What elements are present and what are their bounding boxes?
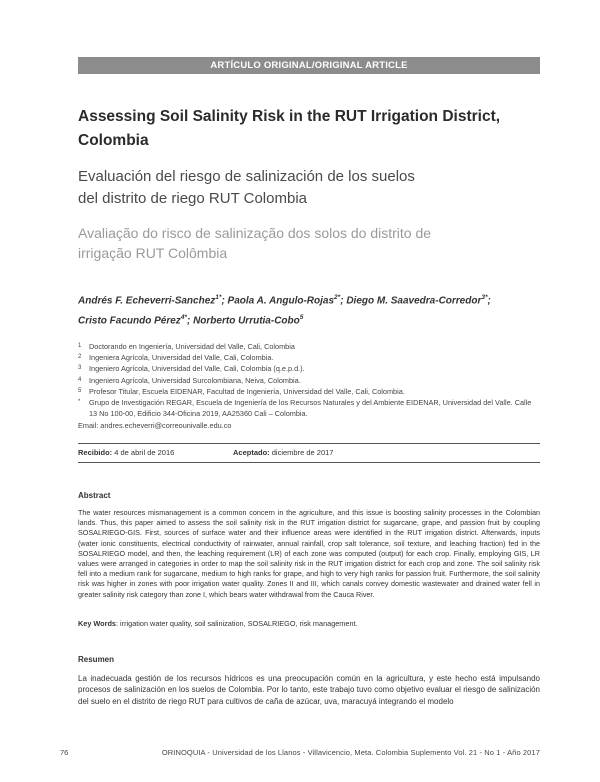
received-value: 4 de abril de 2016 xyxy=(112,448,175,457)
title-english: Assessing Soil Salinity Risk in the RUT Irrigation District, Colombia xyxy=(78,108,501,149)
affiliation-number: * xyxy=(78,399,81,406)
resumen-body: La inadecuada gestión de los recursos hídricos es una preocupación común en la agricultura, y este hecho está impulsando procesos de salinización en los suelos de Colombia. Por lo tanto, este trabajo tuvo como objetivo evaluar el riesgo de salinización del suelo en el distrito de riego RUT para cultivos de caña de azúcar, uva, maracuyá integrando el modelo xyxy=(78,674,540,706)
affiliation-item xyxy=(78,352,540,363)
affiliation-text: Ingeniero Agrícola, Universidad Surcolombiana, Neiva, Colombia. xyxy=(89,375,301,385)
affiliation-text: Profesor Titular, Escuela EIDENAR, Facultad de Ingeniería, Universidad del Valle, Cali, Colombia. xyxy=(89,386,405,396)
author-name: Diego M. Saavedra-Corredor xyxy=(346,295,482,307)
affiliation-text: Ingeniera Agrícola, Universidad del Valle, Cali, Colombia. xyxy=(89,353,274,363)
keywords-label: Key Words xyxy=(78,619,116,628)
abstract-heading: Abstract xyxy=(78,491,111,500)
author-affiliation-mark: 5 xyxy=(299,314,304,322)
divider-bottom xyxy=(78,462,540,463)
page-number: 76 xyxy=(60,748,69,757)
author-name: Andrés F. Echeverri-Sanchez xyxy=(78,295,216,307)
affiliation-number: 2 xyxy=(78,354,82,361)
affiliation-text: Grupo de Investigación REGAR, Escuela de Ingeniería de los Recursos Naturales y del Ambiente EIDENAR, Universidad del Valle. Calle 13 No 100-00, Edificio 344-Oficina 2019, AA25360 Cali – Colombia. xyxy=(89,398,532,419)
affiliation-list xyxy=(78,341,540,419)
author-affiliation-mark: 1* xyxy=(215,294,222,301)
received-date xyxy=(78,448,174,457)
received-label: Recibido: xyxy=(78,448,113,457)
affiliation-item xyxy=(78,341,540,352)
author-separator: ; xyxy=(186,315,194,327)
accepted-label: Aceptado: xyxy=(233,448,270,457)
affiliation-item xyxy=(78,397,540,419)
abstract-body: The water resources mismanagement is a common concern in the agriculture, and this issue is boosting salinity processes in the Colombian lands. Thus, this paper aimed to assess the soil salinity risk in the RUT irrigation district for sugarcane, grape, and passion fruit by coupling SOSALRIEGO-GIS. First, sources of surface water and their influence areas were identified in the RUT irrigation district. Afterwards, inputs (water ionic constituents, electrical conductivity of rainwater, annual rainfall, crop salt tolerance, soil texture, and leaching fraction) fed in the SOSALRIEGO model, and then, the leaching requirement (LR) of each zone was computed (output) for each crop. Finally, employing GIS, LR values were arranged in categories in order to map the soil salinity risk in the RUT irrigation district for each crop and zone. The soil salinity risk fell into a medium rank for sugarcane, medium to high ranks for grape, and high to very high ranks for passion fruit. Furthermore, the soil salinity risk was higher in zones with poor irrigation water quality. Zones II and III, which canals convey domestic wastewater and drained water fell in greater salinity risk category than zone I, which bears water withdrawal from the Cauca River. xyxy=(78,508,540,599)
author-name: Norberto Urrutia-Cobo xyxy=(193,315,300,327)
affiliation-number: 5 xyxy=(78,387,82,394)
contact-email[interactable]: Email: andres.echeverri@correounivalle.edu.co xyxy=(78,421,232,430)
author-affiliation-mark: 2* xyxy=(334,294,341,301)
affiliation-item xyxy=(78,363,540,374)
journal-citation: ORINOQUIA - Universidad de los Llanos - Villavicencio, Meta. Colombia Suplemento Vol. 21 - No 1 - Año 2017 xyxy=(161,748,540,757)
affiliation-text: Ingeniero Agrícola, Universidad del Valle, Cali, Colombia (q.e.p.d.). xyxy=(89,364,305,374)
author-separator: ; xyxy=(487,295,491,307)
affiliation-item xyxy=(78,386,540,397)
author-affiliation-mark: 4* xyxy=(180,314,187,322)
affiliation-item xyxy=(78,375,540,386)
divider-top xyxy=(78,443,540,444)
author-name: Cristo Facundo Pérez xyxy=(78,315,181,327)
title-spanish: Evaluación del riesgo de salinización de los suelos del distrito de riego RUT Colombia xyxy=(78,168,415,207)
affiliation-text: Doctorando en Ingeniería, Universidad del Valle, Cali, Colombia xyxy=(89,342,295,351)
author-affiliation-mark: 3* xyxy=(481,294,488,301)
author-separator: ; xyxy=(221,295,228,307)
affiliation-number: 4 xyxy=(78,376,82,383)
article-dates xyxy=(78,448,334,457)
title-portuguese: Avaliação do risco de salinização dos solos do distrito de irrigação RUT Colômbia xyxy=(78,225,432,261)
keywords xyxy=(78,619,540,628)
accepted-date xyxy=(233,448,333,457)
resumen-heading: Resumen xyxy=(78,655,115,664)
accepted-value: diciembre de 2017 xyxy=(269,448,334,457)
affiliation-number: 3 xyxy=(78,365,82,372)
article-type-banner: ARTÍCULO ORIGINAL/ORIGINAL ARTICLE xyxy=(78,57,540,74)
author-list xyxy=(78,289,540,330)
affiliation-number: 1 xyxy=(78,343,82,349)
author-name: Paola A. Angulo-Rojas xyxy=(227,295,335,307)
keywords-list: : irrigation water quality, soil salinization, SOSALRIEGO, risk management. xyxy=(115,619,358,628)
author-separator: ; xyxy=(340,295,347,307)
